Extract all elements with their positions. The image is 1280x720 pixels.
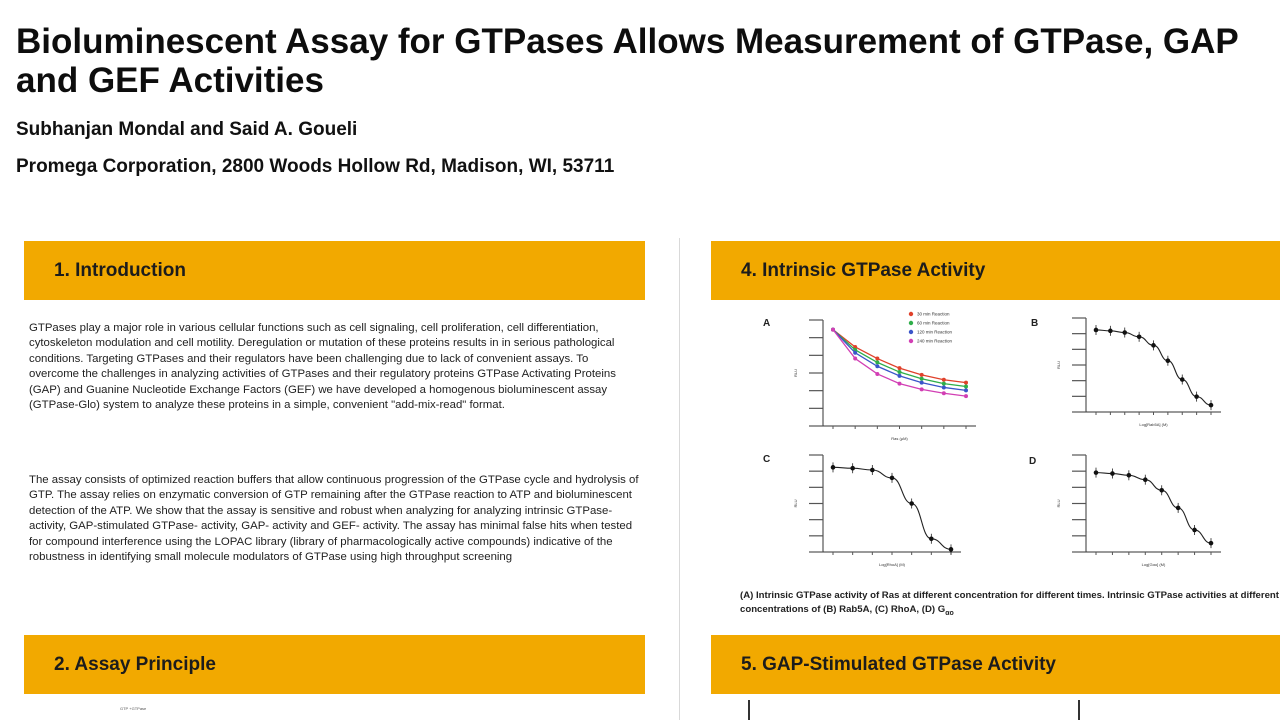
data-point [1127,473,1132,478]
intro-paragraph-2: The assay consists of optimized reaction buffers that allow continuous progression of the GTPase cycle and hydrolysis of GTP. The assay relies on enzymatic conversion of GTP remaining after the GTPase reaction to ATP and bioluminescent detection of the ATP. We show that the assay is sensitive and robust when analyzing for analyzing intrinsic GTPase- activity, GAP-stimulated GTPase- activity, GAP- activity and GEF- activity. The assay has minimal false hits when tested for compound interference using the LOPAC library (library of pharmacologically active compounds) indicative of the robustness in identifying small molecule modulators of GTPase using high throughput screening [29,474,639,564]
data-point [942,391,946,395]
data-point [831,328,835,332]
data-point [853,351,857,355]
data-point [964,384,968,388]
poster-title [16,22,1280,100]
y-axis-label-A: RLU [793,368,798,378]
data-point [1176,506,1181,511]
data-point [942,385,946,389]
data-point [1151,343,1156,348]
data-point [1122,330,1127,335]
data-point [898,374,902,378]
poster-title-line1: Bioluminescent Assay for GTPases Allows Measurement of GTPase, GAP [16,22,1239,61]
data-point [920,387,924,391]
data-point [1194,394,1199,399]
data-point [942,378,946,382]
data-point [898,370,902,374]
section-title-gap-stimulated: 5. GAP-Stimulated GTPase Activity [741,653,1056,675]
data-point [1108,329,1113,334]
figure-caption-text: (A) Intrinsic GTPase activity of Ras at different concentration for different times. Intrinsic GTPase activities at different concentrations of (B) Rab5A, (C) RhoA, (D) G [740,590,1279,615]
legend-label-2: 120 min Reaction [917,329,953,335]
panel-label-D: D [1029,456,1037,467]
section-header-intrinsic-gtpase [711,241,1280,300]
data-point [853,357,857,361]
data-point [1143,477,1148,482]
data-point [964,394,968,398]
data-point [875,357,879,361]
poster-title-line2: and GEF Activities [16,61,324,100]
intro-paragraph-1: GTPases play a major role in various cellular functions such as cell signaling, cell proliferation, cell differentiation, cytoskeleton modulation and cell motility. Deregulation or mutation of these proteins results in in serious pathological conditions. Targeting GTPases and their regulators have been challenging due to lack of convenient assays. To overcome the challenges in analyzing activities of GTPases and their regulatory proteins GTPase Activating Proteins (GAP) and Guanine Nucleotide Exchange Factors (GEF) we have developed a homogenous bioluminescent assay (GTPase-Glo) system to analyze these proteins in a simple, convenient "add-mix-read" format. [29,322,616,412]
fit-curve-D [1096,473,1211,544]
section-title-intrinsic-gtpase: 4. Intrinsic GTPase Activity [741,259,986,281]
data-point [875,372,879,376]
panel-label-B: B [1031,318,1039,329]
data-point [875,360,879,364]
data-point [875,364,879,368]
data-point [890,476,895,481]
panel-label-C: C [763,454,771,465]
x-axis-label-D: Log[Gαo] (M) [1141,562,1166,567]
data-point [1159,488,1164,493]
x-axis-label-C: Log[RhoA] (M) [878,562,906,567]
data-point [870,468,875,473]
authors: Subhanjan Mondal and Said A. Goueli [16,119,358,140]
affiliation: Promega Corporation, 2800 Woods Hollow Rd, Madison, WI, 53711 [16,156,615,177]
x-axis-label-B: Log[Rab5A] (M) [1139,422,1168,427]
section-header-assay-principle [24,635,645,694]
legend-marker-2 [909,330,913,334]
principle-diagram-label: GTP +GTPase [120,706,147,711]
section-header-introduction [24,241,645,300]
data-point [1209,541,1214,546]
legend-marker-3 [909,339,913,343]
data-point [929,536,934,541]
gap-chart-axis-left [748,700,750,720]
data-point [920,381,924,385]
legend-label-3: 240 min Reaction [917,338,953,344]
data-point [1180,377,1185,382]
y-axis-label-D: RLU [1056,499,1061,508]
intrinsic-gtpase-figure [711,300,1280,585]
data-point [1110,471,1115,476]
data-point [1166,358,1171,363]
y-axis-label-C: RLU [793,499,798,508]
data-point [920,377,924,381]
data-point [1209,403,1214,408]
section-header-gap-stimulated [711,635,1280,694]
y-axis-label-B: RLU [1056,360,1061,370]
data-point [831,465,836,470]
legend-marker-1 [909,321,913,325]
x-axis-label-A: Ras (µM) [891,436,908,441]
figure-caption [740,589,1280,621]
data-point [942,382,946,386]
data-point [898,366,902,370]
legend-label-0: 30 min Reaction [917,311,950,317]
data-point [850,466,855,471]
legend-label-1: 60 min Reaction [917,320,950,326]
gap-chart-axis-right [1078,700,1080,720]
data-point [1192,528,1197,533]
data-point [964,388,968,392]
section-title-assay-principle: 2. Assay Principle [54,653,216,675]
data-point [1094,328,1099,333]
column-divider [679,238,680,720]
panel-label-A: A [763,318,771,329]
data-point [909,501,914,506]
data-point [1094,470,1099,475]
data-point [898,382,902,386]
legend-marker-0 [909,312,913,316]
data-point [949,547,954,552]
data-point [920,373,924,377]
section-title-introduction: 1. Introduction [54,259,186,281]
figure-caption-subscript: αo [945,609,954,617]
data-point [964,381,968,385]
data-point [1137,335,1142,340]
